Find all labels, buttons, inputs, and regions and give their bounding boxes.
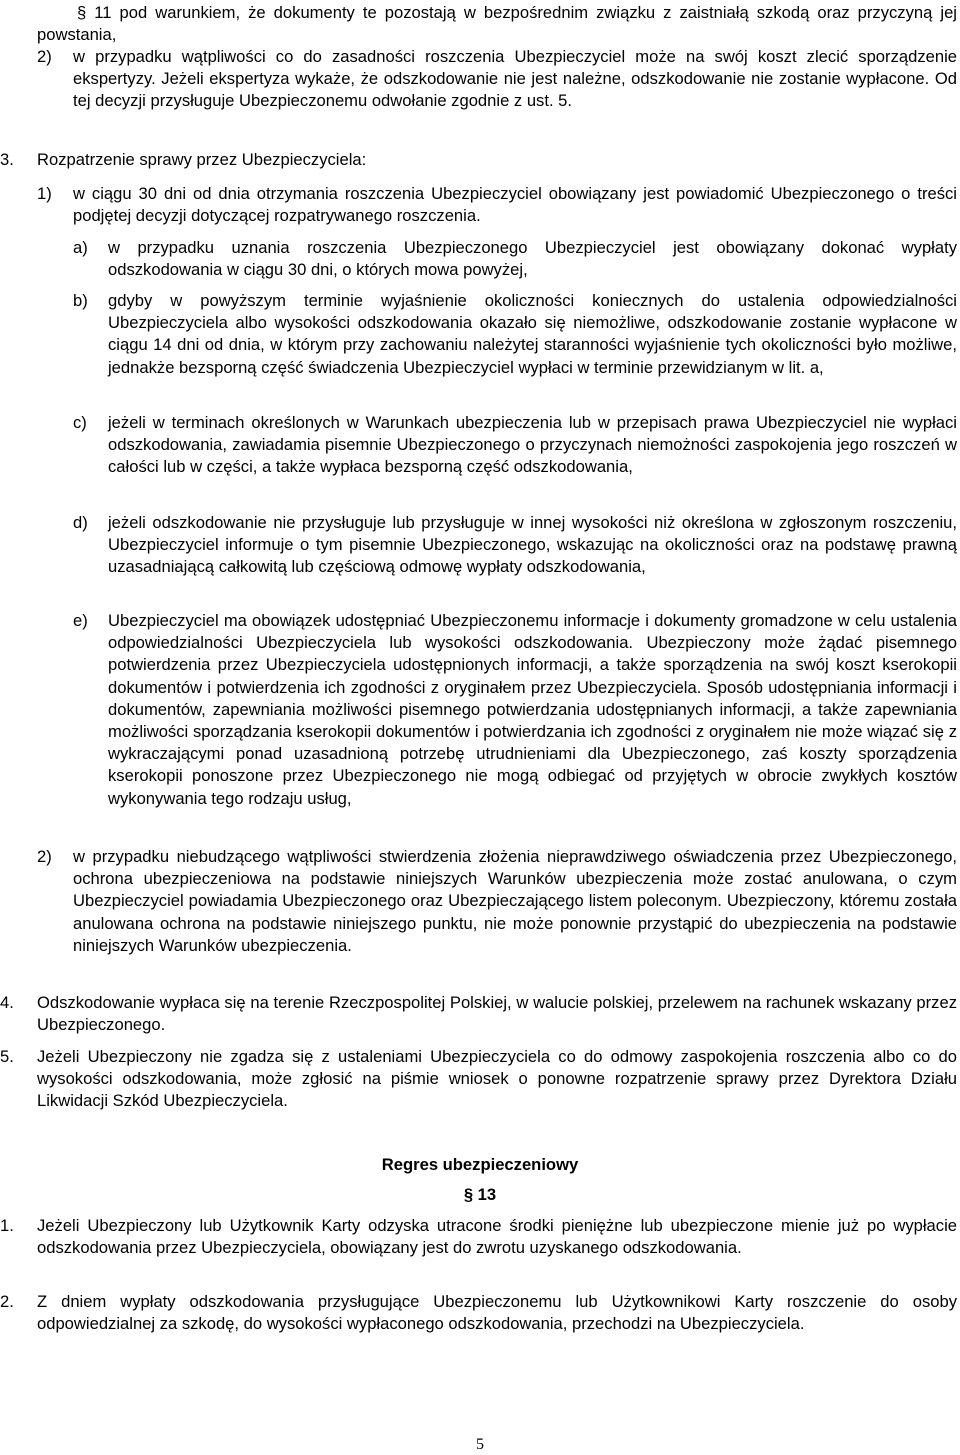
- regres-item-1-text: Jeżeli Ubezpieczony lub Użytkownik Karty odzyska utracone środki pieniężne lub ubezpieczone mienie już po wypłacie odszkodowania przez Ubezpieczyciela, obowiązany jest do zwrotu uzyskanego odszkodowania.: [37, 1216, 957, 1258]
- regres-title: Regres ubezpieczeniowy: [381, 1155, 579, 1174]
- section-4-text: Odszkodowanie wypłaca się na terenie Rzeczpospolitej Polskiej, w walucie polskiej, przelewem na rachunek wskazany przez Ubezpieczonego.: [37, 993, 957, 1035]
- point-d-letter: d): [73, 513, 88, 532]
- section-4-number: 4.: [0, 993, 14, 1012]
- point-a-text: w przypadku uznania roszczenia Ubezpieczonego Ubezpieczyciel jest obowiązany dokonać wypłaty odszkodowania w ciągu 30 dni, o których mowa powyżej,: [108, 238, 957, 280]
- section-3-item-1-text: w ciągu 30 dni od dnia otrzymania roszczenia Ubezpieczyciel obowiązany jest powiadomić Ubezpieczonego o treści podjętej decyzji dotyczącej rozpatrywanego roszczenia.: [73, 184, 957, 226]
- point-a-letter: a): [73, 238, 88, 257]
- section-5-number: 5.: [0, 1047, 14, 1066]
- paragraph-13-heading: § 13: [463, 1185, 497, 1204]
- point-d-text: jeżeli odszkodowanie nie przysługuje lub przysługuje w innej wysokości niż określona w zgłoszonym roszczeniu, Ubezpieczyciel informuje o tym pisemnie Ubezpieczonego, wskazując na okoliczności oraz na podstawę prawną uzasadniającą całkowitą lub częściową odmowę wypłaty odszkodowania,: [108, 513, 957, 577]
- regres-item-2-text: Z dniem wypłaty odszkodowania przysługujące Ubezpieczonemu lub Użytkownikowi Karty roszczenie do osoby odpowiedzialnej za szkodę, do wysokości wypłaconego odszkodowania, przechodzi na Ubezpieczyciela.: [37, 1292, 957, 1334]
- intro-paragraph-11: § 11 pod warunkiem, że dokumenty te pozostają w bezpośrednim związku z zaistniałą szkodą oraz przyczyną jej powstania,: [37, 3, 957, 45]
- regres-item-2-number: 2.: [0, 1292, 14, 1311]
- point-e-text: Ubezpieczyciel ma obowiązek udostępniać Ubezpieczonemu informacje i dokumenty gromadzone w celu ustalenia odpowiedzialności Ubezpieczyciela lub wysokości odszkodowania. Ubezpieczony może żądać pisemnego potwierdzenia przez Ubezpieczyciela udostępnionych informacji, a także sporządzenia na swój koszt kserokopii dokumentów i potwierdzenia ich zgodności z oryginałem przez Ubezpieczyciela. Sposób udostępniania informacji i dokumentów, zapewniania możliwości pisemnego potwierdzania udostępnianych informacji, a także zapewniania możliwości sporządzania kserokopii dokumentów i potwierdzania ich zgodności z oryginałem nie może wiązać się z wykraczającymi ponad uzasadnioną potrzebę utrudnieniami dla Ubezpieczonego, zaś koszty sporządzenia kserokopii ponoszone przez Ubezpieczonego nie mogą odbiegać od przyjętych w obrocie zwykłych kosztów wykonywania tego rodzaju usług,: [108, 611, 957, 808]
- point-c-text: jeżeli w terminach określonych w Warunkach ubezpieczenia lub w przepisach prawa Ubezpieczyciel nie wypłaci odszkodowania, zawiadamia pisemnie Ubezpieczonego o przyczynach niemożności zaspokojenia jego roszczeń w całości lub w części, a także wypłaca bezsporną część odszkodowania,: [108, 413, 957, 477]
- section-3-item-2-number: 2): [37, 847, 52, 866]
- regres-item-1-number: 1.: [0, 1216, 14, 1235]
- point-c-letter: c): [73, 413, 87, 432]
- section-3-item-1-number: 1): [37, 184, 52, 203]
- section-3-heading: Rozpatrzenie sprawy przez Ubezpieczyciela:: [37, 150, 367, 169]
- intro-item-2-number: 2): [37, 47, 52, 66]
- section-3-number: 3.: [0, 150, 14, 169]
- page-number: 5: [476, 1436, 484, 1453]
- section-3-item-2-text: w przypadku niebudzącego wątpliwości stwierdzenia złożenia nieprawdziwego oświadczenia przez Ubezpieczonego, ochrona ubezpieczeniowa na podstawie niniejszych Warunków ubezpieczenia może zostać anulowana, o czym Ubezpieczyciel powiadamia Ubezpieczonego oraz Ubezpieczającego listem poleconym. Ubezpieczony, któremu została anulowana ochrona na podstawie niniejszego punktu, nie może ponownie przystąpić do ubezpieczenia na podstawie niniejszych Warunków ubezpieczenia.: [73, 847, 957, 955]
- point-b-letter: b): [73, 291, 88, 310]
- point-b-text: gdyby w powyższym terminie wyjaśnienie okoliczności koniecznych do ustalenia odpowiedzialności Ubezpieczyciela albo wysokości odszkodowania okazało się niemożliwe, odszkodowanie zostanie wypłacone w ciągu 14 dni od dnia, w którym przy zachowaniu należytej staranności wyjaśnienie tych okoliczności było możliwe, jednakże bezsporną część świadczenia Ubezpieczyciel wypłaci w terminie przewidzianym w lit. a,: [108, 291, 957, 377]
- section-5-text: Jeżeli Ubezpieczony nie zgadza się z ustaleniami Ubezpieczyciela co do odmowy zaspokojenia roszczenia albo co do wysokości odszkodowania, może zgłosić na piśmie wniosek o ponowne rozpatrzenie sprawy przez Dyrektora Działu Likwidacji Szkód Ubezpieczyciela.: [37, 1047, 957, 1111]
- intro-item-2-text: w przypadku wątpliwości co do zasadności roszczenia Ubezpieczyciel może na swój koszt zlecić sporządzenie ekspertyzy. Jeżeli ekspertyza wykaże, że odszkodowanie nie jest należne, odszkodowanie nie zostanie wypłacone. Od tej decyzji przysługuje Ubezpieczonemu odwołanie zgodnie z ust. 5.: [73, 47, 957, 111]
- point-e-letter: e): [73, 611, 88, 630]
